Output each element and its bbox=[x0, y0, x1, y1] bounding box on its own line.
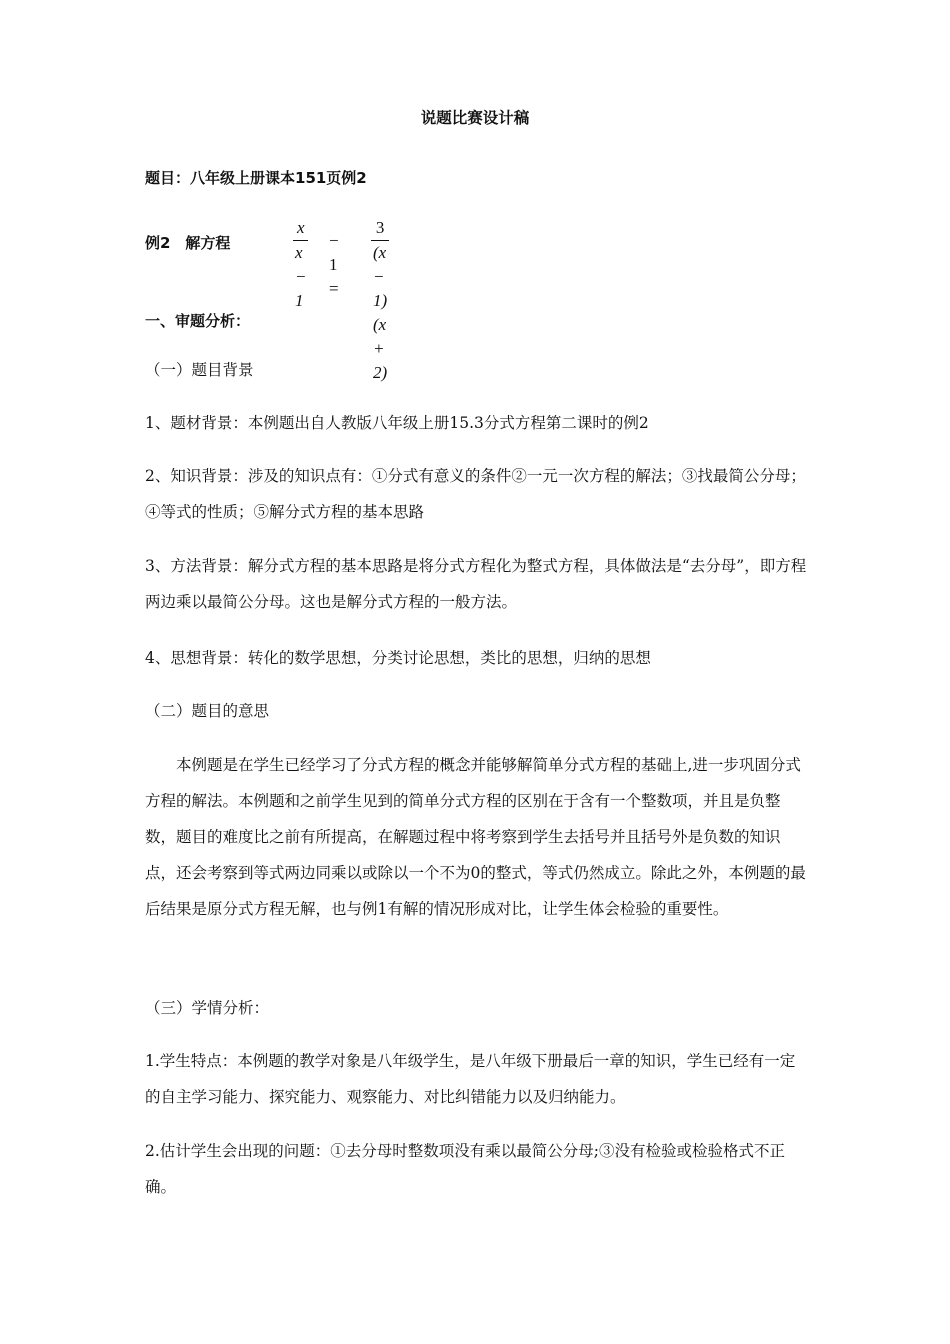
paragraph-meaning: 本例题是在学生已经学习了分式方程的概念并能够解简单分式方程的基础上,进一步巩固分式方程的解法。本例题和之前学生见到的简单分式方程的区别在于含有一个整数项，并且是负整数，题目的难度比之前有所提高，在解题过程中将考察到学生去括号并且括号外是负数的知识点，还会考察到等式两边同乘以或除以一个不为0的整式，等式仍然成立。除此之外，本例题的最后结果是原分式方程无解，也与例1有解的情况形成对比，让学生体会检验的重要性。 bbox=[145, 756, 806, 918]
paragraph-expected-problems: 2.估计学生会出现的问题：①去分母时整数项没有乘以最简公分母;③没有检验或检验格式不正确。 bbox=[145, 1142, 786, 1196]
subheading-learner-analysis: （三）学情分析： bbox=[145, 999, 270, 1017]
topic-line: 题目：八年级上册课本151页例2 bbox=[145, 169, 367, 187]
section-heading-1: 一、审题分析： bbox=[145, 312, 251, 330]
rhs-denominator: (x − 1)(x + 2) bbox=[373, 243, 388, 382]
paragraph-thinking: 4、思想背景：转化的数学思想，分类讨论思想，类比的思想，归纳的思想 bbox=[145, 649, 651, 667]
rhs-numerator: 3 bbox=[375, 218, 385, 237]
paragraph-student-traits: 1.学生特点：本例题的教学对象是八年级学生，是八年级下册最后一章的知识，学生已经有一定的自主学习能力、探究能力、观察能力、对比纠错能力以及归纳能力。 bbox=[145, 1052, 796, 1106]
paragraph-method: 3、方法背景：解分式方程的基本思路是将分式方程化为整式方程，具体做法是“去分母”，即方程两边乘以最简公分母。这也是解分式方程的一般方法。 bbox=[145, 557, 807, 611]
subheading-meaning: （二）题目的意思 bbox=[145, 702, 270, 720]
paragraph-material: 1、题材背景：本例题出自人教版八年级上册15.3分式方程第二课时的例2 bbox=[145, 414, 649, 432]
example-label: 例2 解方程 bbox=[145, 234, 231, 252]
subheading-background: （一）题目背景 bbox=[145, 361, 254, 379]
lhs-numerator: x bbox=[296, 218, 305, 237]
lhs-denominator: x − 1 bbox=[295, 243, 307, 310]
document-title: 说题比赛设计稿 bbox=[420, 109, 530, 127]
rhs-fraction bbox=[371, 216, 389, 382]
paragraph-knowledge: 2、知识背景：涉及的知识点有：①分式有意义的条件②一元一次方程的解法；③找最简公分母；④等式的性质；⑤解分式方程的基本思路 bbox=[145, 467, 806, 521]
minus-one-equals: − 1 = bbox=[329, 231, 339, 298]
lhs-fraction bbox=[293, 216, 308, 310]
